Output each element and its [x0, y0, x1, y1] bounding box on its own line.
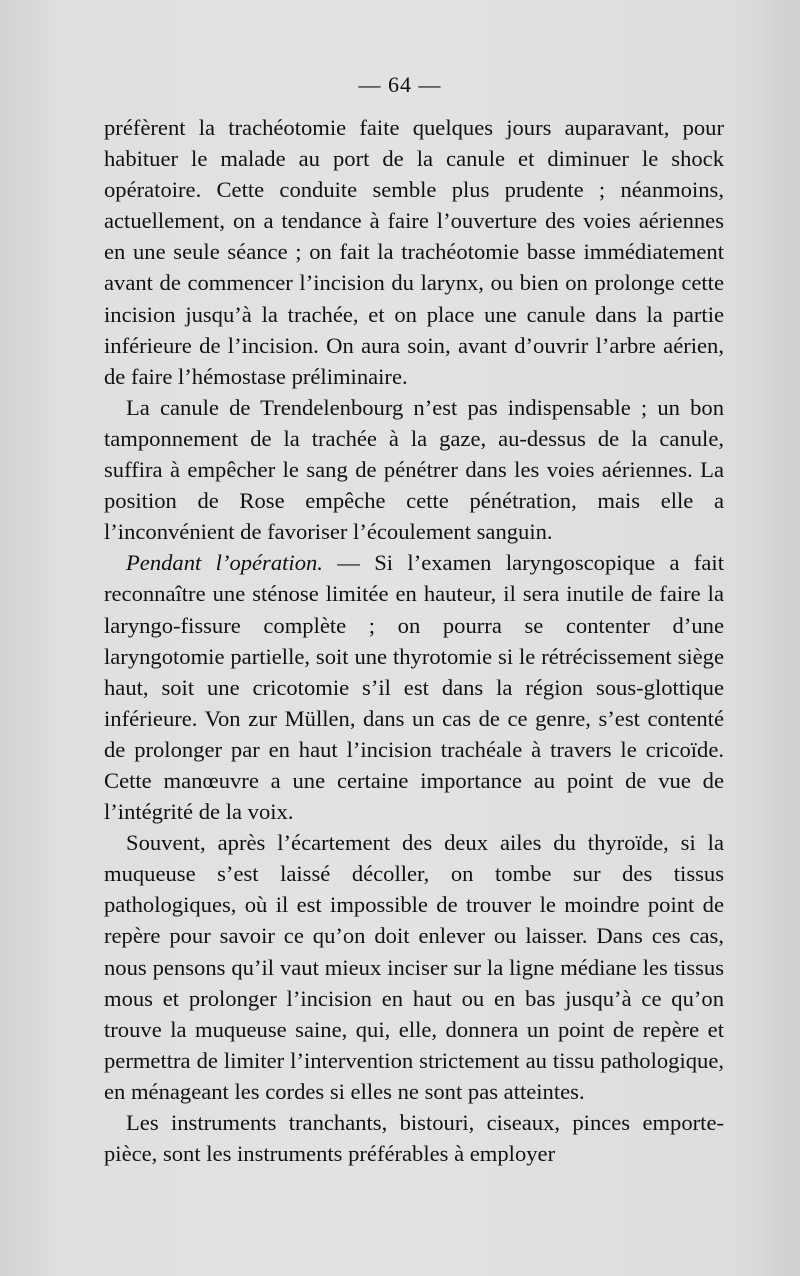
paragraph-text: — Si l’examen laryngoscopique a fait reconnaître une sténose limitée en hauteur, il sera inutile de faire la laryngo-fissure complète ; on pourra se contenter d’une laryngotomie partielle, soit une thyrotomie si le rétrécissement siège haut, soit une cricotomie s’il est dans la région sous-glottique inférieure. Von zur Müllen, dans un cas de ce genre, s’est contenté de prolonger par en haut l’incision trachéale à travers le cricoïde. Cette manœuvre a une certaine importance au point de vue de l’intégrité de la voix. [104, 550, 724, 825]
paragraph-continued: préfèrent la trachéotomie faite quelques jours auparavant, pour habituer le malade au port de la canule et diminuer le shock opératoire. Cette conduite semble plus prudente ; néanmoins, actuellement, on a tendance à faire l’ouverture des voies aériennes en une seule séance ; on fait la trachéotomie basse immédiatement avant de commencer l’incision du larynx, ou bien on prolonge cette incision jusqu’à la trachée, et on place une canule dans la partie inférieure de l’incision. On aura soin, avant d’ouvrir l’arbre aérien, de faire l’hémostase préliminaire. [104, 115, 724, 389]
page-number: — 64 — [358, 72, 442, 97]
body-text [104, 112, 724, 1169]
paragraph-pendant-operation [104, 547, 724, 827]
paragraph-souvent: Souvent, après l’écartement des deux ailes du thyroïde, si la muqueuse s’est laissé décoller, on tombe sur des tissus pathologiques, où il est impossible de trouver le moindre point de repère pour savoir ce qu’on doit enlever ou laisser. Dans ces cas, nous pensons qu’il vaut mieux inciser sur la ligne médiane les tissus mous et prolonger l’incision en haut ou en bas jusqu’à ce qu’on trouve la muqueuse saine, qui, elle, donnera un point de repère et permettra de limiter l’intervention strictement au tissu pathologique, en ménageant les cordes si elles ne sont pas atteintes. [104, 830, 724, 1104]
section-lead-italic: Pendant l’opération. [126, 550, 323, 576]
paragraph-trendelenbourg: La canule de Trendelenbourg n’est pas indispensable ; un bon tamponnement de la trachée à la gaze, au-dessus de la canule, suffira à empêcher le sang de pénétrer dans les voies aériennes. La position de Rose empêche cette pénétration, mais elle a l’inconvénient de favoriser l’écoulement sanguin. [104, 394, 724, 545]
paragraph-instruments: Les instruments tranchants, bistouri, ciseaux, pinces emporte-pièce, sont les instruments préférables à employer [104, 1110, 724, 1167]
